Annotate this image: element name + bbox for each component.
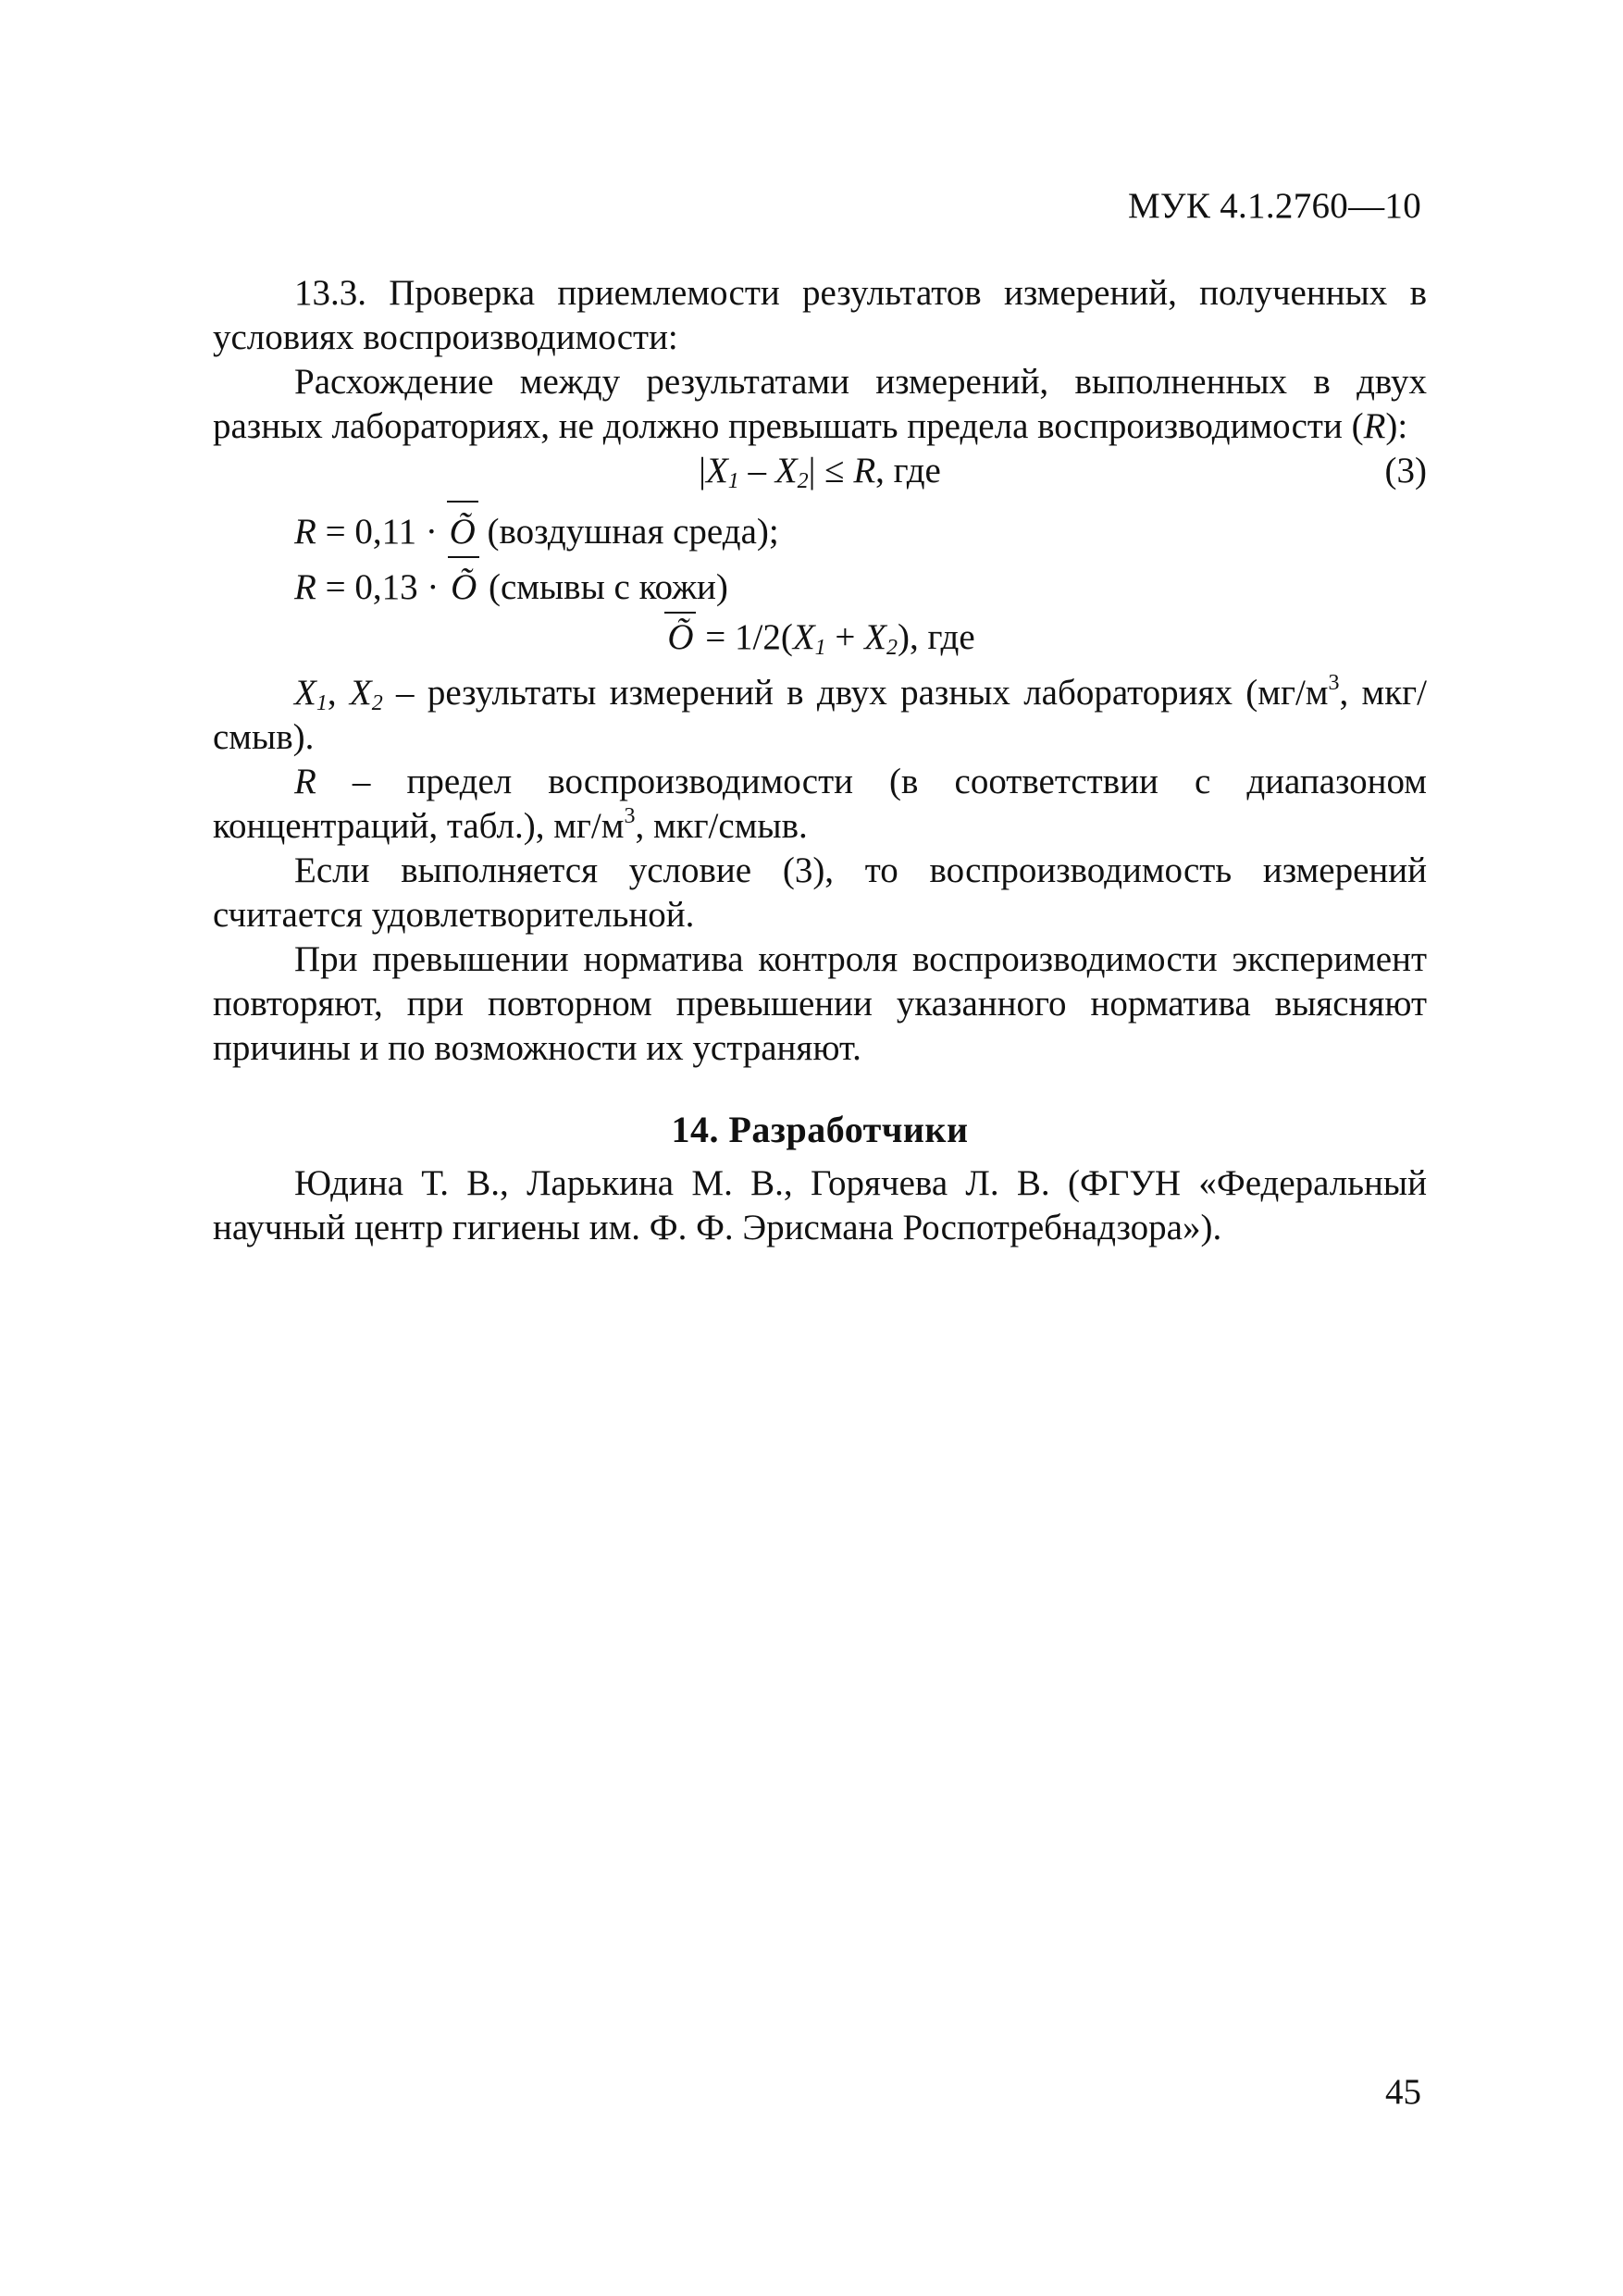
page-content <box>213 271 1427 1250</box>
r-skin-symbol: R <box>294 567 316 607</box>
mean-formula-x1: X <box>792 617 815 657</box>
r-air-eq: = 0,11 · <box>316 512 447 552</box>
r-skin-formula <box>213 560 1427 615</box>
def-x2: X <box>349 673 372 713</box>
discrepancy-text-a: Расхождение между результатами измерений, выполненных в двух разных лабораториях, не должно превышать предела воспроизводимости ( <box>213 362 1427 446</box>
mean-symbol: Õ <box>664 615 696 660</box>
def-x-text-b: , мкг/смыв). <box>213 673 1427 757</box>
formula-3-minus: – <box>738 451 775 490</box>
def-x1: X <box>294 673 316 713</box>
mean-formula <box>213 615 1427 671</box>
def-x2-sub: 2 <box>371 691 383 715</box>
definition-x <box>213 671 1427 760</box>
mean-symbol: Õ <box>448 560 479 615</box>
def-x1-sub: 1 <box>316 691 328 715</box>
page-number: 45 <box>1385 2072 1421 2112</box>
formula-3-expression: $|X_1 - X_2| \le R$, где <box>699 451 941 493</box>
section-14-title: 14. Разработчики <box>671 1109 969 1150</box>
formula-3-sub1: 1 <box>727 469 739 493</box>
def-x-sup: 3 <box>1328 671 1340 695</box>
def-r-symbol: R <box>294 762 316 801</box>
formula-3-r: R <box>853 451 876 490</box>
section-13-3-intro: 13.3. Проверка приемлемости результатов измерений, полученных в условиях воспроизводимости: <box>213 273 1427 357</box>
mean-formula-sub1: 1 <box>814 636 826 660</box>
formula-3-number: (3) <box>1384 451 1427 490</box>
def-r-text-b: , мкг/смыв. <box>635 806 808 846</box>
formula-3-where: , где <box>875 451 941 490</box>
mean-formula-plus: + <box>825 617 865 657</box>
document-code: МУК 4.1.2760—10 <box>1127 186 1421 226</box>
condition-paragraph: Если выполняется условие (3), то воспроизводимость измерений считается удовлетворительной. <box>213 850 1427 935</box>
mean-formula-expression <box>213 615 1427 660</box>
formula-3-x2: X <box>774 451 798 490</box>
formula-3-x1: X <box>705 451 728 490</box>
discrepancy-r-symbol: R <box>1363 406 1386 446</box>
mean-formula-eq: = 1/2( <box>696 617 793 657</box>
def-r-sup: 3 <box>624 804 636 828</box>
exceed-paragraph: При превышении норматива контроля воспроизводимости эксперимент повторяют, при повторном превышении указанного норматива выясняют причины и по возможности их устраняют. <box>213 939 1427 1068</box>
mean-formula-x2: X <box>864 617 886 657</box>
developers-paragraph: Юдина Т. В., Ларькина М. В., Горячева Л. В. (ФГУН «Федеральный научный центр гигиены им. Ф. Ф. Эрисмана Роспотребнадзора»). <box>213 1163 1427 1247</box>
discrepancy-paragraph <box>213 360 1427 449</box>
mean-symbol: Õ <box>447 504 478 560</box>
def-x-comma: , <box>327 673 350 713</box>
formula-3-sub2: 2 <box>797 469 809 493</box>
formula-3-rest: | ≤ <box>808 451 854 490</box>
mean-formula-where: ), где <box>897 617 975 657</box>
r-air-desc: (воздушная среда); <box>477 512 779 552</box>
r-air-symbol: R <box>294 512 316 552</box>
discrepancy-text-b: ): <box>1385 406 1408 446</box>
r-skin-desc: (смывы с кожи) <box>479 567 728 607</box>
r-skin-eq: = 0,13 · <box>316 567 449 607</box>
def-r-text-a: – предел воспроизводимости (в соответствии с диапазоном концентраций, табл.), мг/м <box>213 762 1427 846</box>
formula-3 <box>213 449 1427 504</box>
mean-formula-sub2: 2 <box>886 636 898 660</box>
r-air-formula <box>213 504 1427 560</box>
definition-r <box>213 760 1427 849</box>
def-x-text-a: – результаты измерений в двух разных лабораториях (мг/м <box>382 673 1329 713</box>
